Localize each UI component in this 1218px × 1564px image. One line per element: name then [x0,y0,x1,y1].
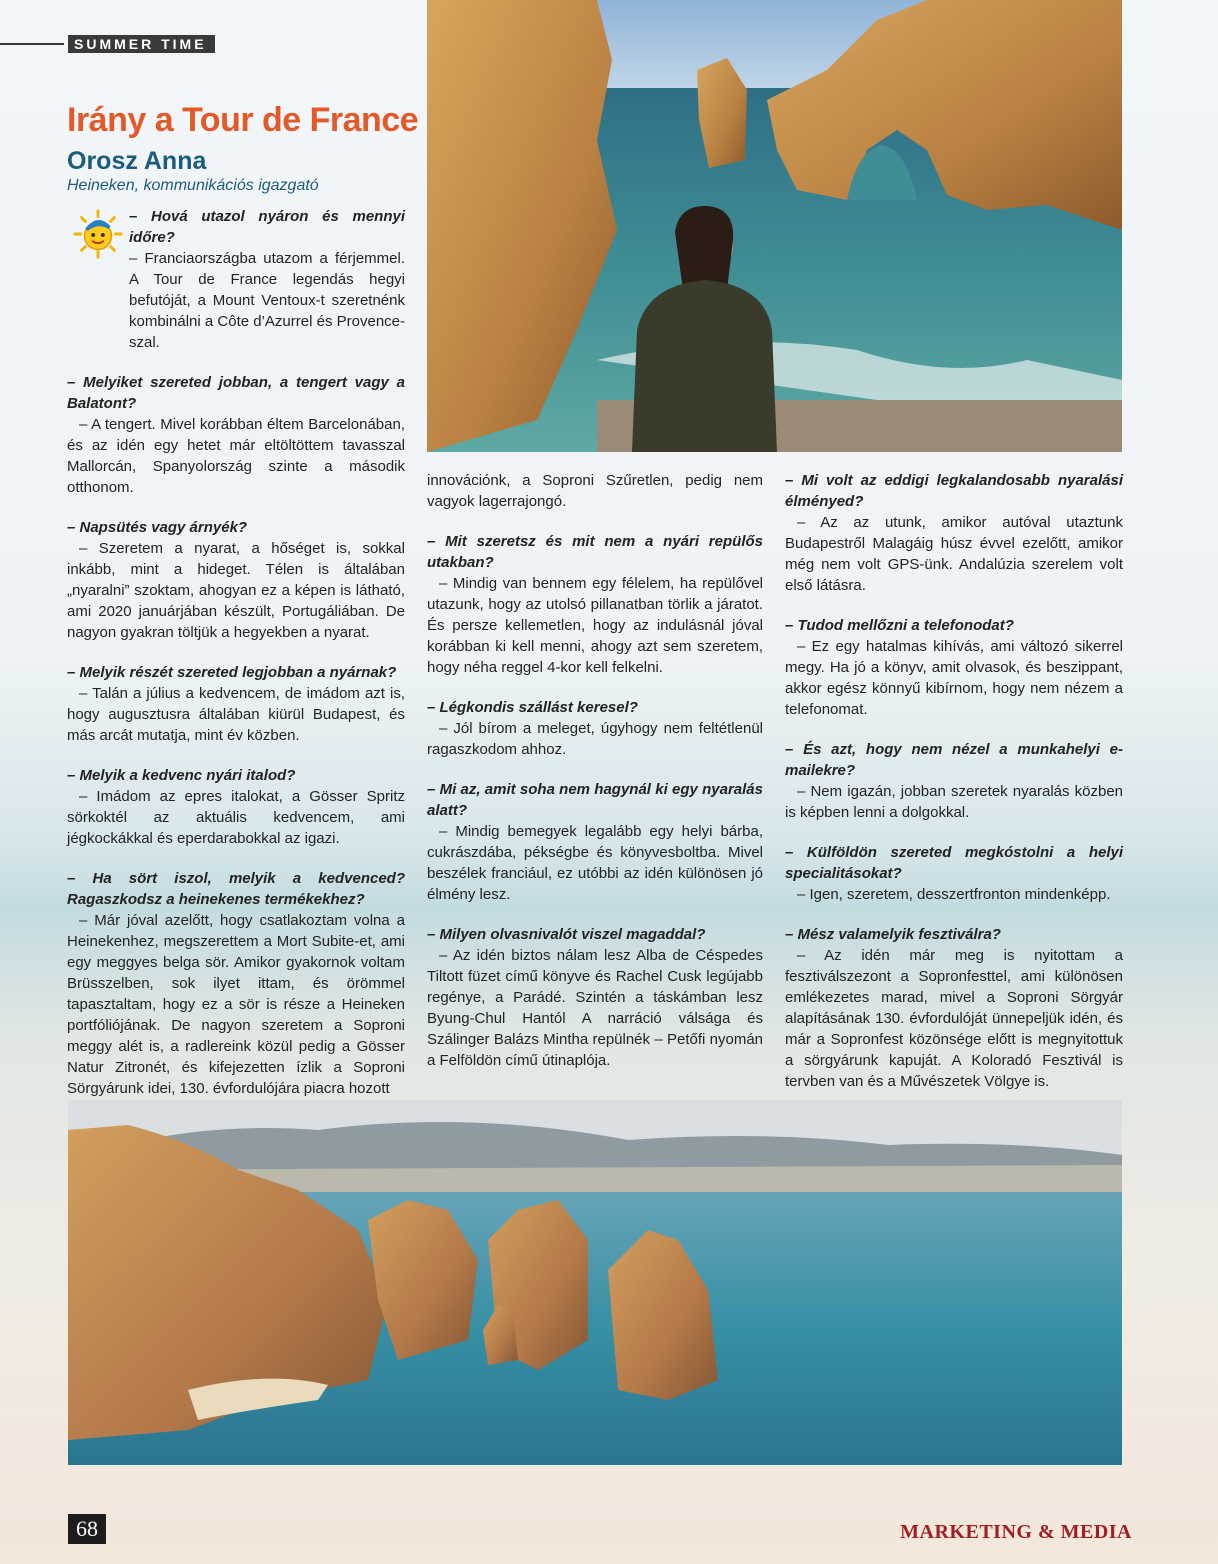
answer-14: – Nem igazán, jobban szeretek nyaralás közben is képben lenni a dolgokkal. [785,783,1123,821]
question-12: – Mi volt az eddigi legkalandosabb nyaralási élményed? [785,472,1123,510]
question-1: – Hová utazol nyáron és mennyi időre? [129,208,405,246]
question-14: – És azt, hogy nem nézel a munkahelyi e-mailekre? [785,741,1123,779]
text-column-1 [67,206,405,1099]
portrait-photo [427,0,1122,452]
question-5: – Melyik a kedvenc nyári italod? [67,767,296,784]
answer-5: – Imádom az epres italokat, a Gösser Spritz sörkoktél az aktuális kedvencem, ami jégkockákkal és eperdarabokkal az igazi. [67,788,405,847]
question-3: – Napsütés vagy árnyék? [67,519,248,536]
answer-9: – Jól bírom a meleget, úgyhogy nem feltétlenül ragaszkodom ahhoz. [427,720,763,758]
text-column-2 [427,470,763,1071]
text-column-3 [785,470,1123,1092]
section-rule [0,43,64,45]
coastline-image [68,1100,1122,1465]
answer-16: – Az idén már meg is nyitottam a fesztiválszezont a Sopronfesttel, ami különösen emlékezetes marad, mivel a Soproni Sörgyár alapításának 130. évfordulóját ünnepeljük idén, és már a Sopronfest közönsége előtt is megnyitottuk a sörgyárunk kapuját. A Koloradó Fesztivál is tervben van és a Művészetek Völgye is. [785,947,1123,1090]
question-10: – Mi az, amit soha nem hagynál ki egy nyaralás alatt? [427,781,763,819]
section-tag [0,35,215,53]
question-4: – Melyik részét szereted legjobban a nyárnak? [67,664,397,681]
question-8: – Mit szeretsz és mit nem a nyári repülős utakban? [427,533,763,571]
answer-10: – Mindig bemegyek legalább egy helyi bárba, cukrászdába, pékségbe és könyvesboltba. Mivel beszélek franciául, ez utóbbi az idén különösen jó élmény lesz. [427,823,763,903]
answer-15: – Igen, szeretem, desszertfronton mindenképp. [797,886,1111,903]
answer-12: – Az az utunk, amikor autóval utaztunk Budapestről Malagáig húsz évvel ezelőtt, amikor még nem volt GPS-ünk. Andalúzia szerelem volt első látásra. [785,514,1123,594]
answer-2: – A tengert. Mivel korábban éltem Barcelonában, és az idén egy hetet már eltöltöttem tavasszal Mallorcán, Spanyolország szinte a második otthonom. [67,416,405,496]
question-9: – Légkondis szállást keresel? [427,699,638,716]
answer-3: – Szeretem a nyarat, a hőséget is, sokkal inkább, mint a hideget. Télen is általában „nyaralni” szoktam, ahogyan ez a képen is látható, ami 2020 januárjában készült, Portugáliában. De nagyon gyakran töltjük a hegyekben a nyarat. [67,540,405,641]
answer-13: – Ez egy hatalmas kihívás, ami változó sikerrel megy. Ha jó a könyv, amit olvasok, és beszippant, akkor egész könnyű kibírnom, hogy nem nézem a telefonomat. [785,638,1123,718]
answer-6-continued: innovációnk, a Soproni Szűretlen, pedig nem vagyok lagerrajongó. [427,472,763,510]
answer-8: – Mindig van bennem egy félelem, ha repülővel utazunk, hogy az utolsó pillanatban törlik a járatot. És persze kellemetlen, hogy az indulásnál jóval korábban ki kell menni, ahogy azt sem szeretem, hogy néha reggel 4-kor kell felkelni. [427,575,763,676]
question-13: – Tudod mellőzni a telefonodat? [785,617,1014,634]
cliff-portrait-image [427,0,1122,452]
question-2: – Melyiket szereted jobban, a tengert vagy a Balatont? [67,374,405,412]
answer-4: – Talán a július a kedvencem, de imádom azt is, hogy augusztusra általában kiürül Budapest, és más arcát mutatja, mint év közben. [67,685,405,744]
question-15: – Külföldön szereted megkóstolni a helyi specialitásokat? [785,844,1123,882]
coast-photo [68,1100,1122,1465]
page-number: 68 [68,1514,106,1544]
question-16: – Mész valamelyik fesztiválra? [785,926,1001,943]
answer-11: – Az idén biztos nálam lesz Alba de Céspedes Tiltott füzet című könyve és Rachel Cusk legújabb regénye, a Parádé. Szintén a táskámban lesz Byung-Chul Hantól A narráció válsága és Szálinger Balázs Mintha repülnék – Petőfi nyomán a Felföldön című útinaplója. [427,947,763,1069]
answer-6: – Már jóval azelőtt, hogy csatlakoztam volna a Heinekenhez, megszerettem a Mort Subite-et, ami egy meggyes belga sör. Amikor gyakornok voltam Brüsszelben, sok ilyet ittam, és örömmel tapasztaltam, hogy ez a sör is része a Heineken portfóliójának. De nagyon szeretem a Soproni meggy alét is, a radlereink közül pedig a Gösser Natur Zitronét, és kifejezetten ízlik a Soproni Sörgyárunk idei, 130. évfordulójára piacra hozott [67,912,405,1097]
author-role: Heineken, kommunikációs igazgató [67,177,319,194]
question-11: – Milyen olvasnivalót viszel magaddal? [427,926,706,943]
author-name: Orosz Anna [67,147,207,175]
magazine-brand: MARKETING & MEDIA [900,1521,1132,1543]
question-6: – Ha sört iszol, melyik a kedvenced? Ragaszkodsz a heinekenes termékekhez? [67,870,405,908]
section-label: SUMMER TIME [68,35,215,53]
answer-1: – Franciaországba utazom a férjemmel. A Tour de France legendás hegyi befutóját, a Mount Ventoux-t szeretnénk kombinálni a Côte d’Azurrel és Provence-szal. [129,250,405,351]
article-title: Irány a Tour de France [67,101,419,139]
